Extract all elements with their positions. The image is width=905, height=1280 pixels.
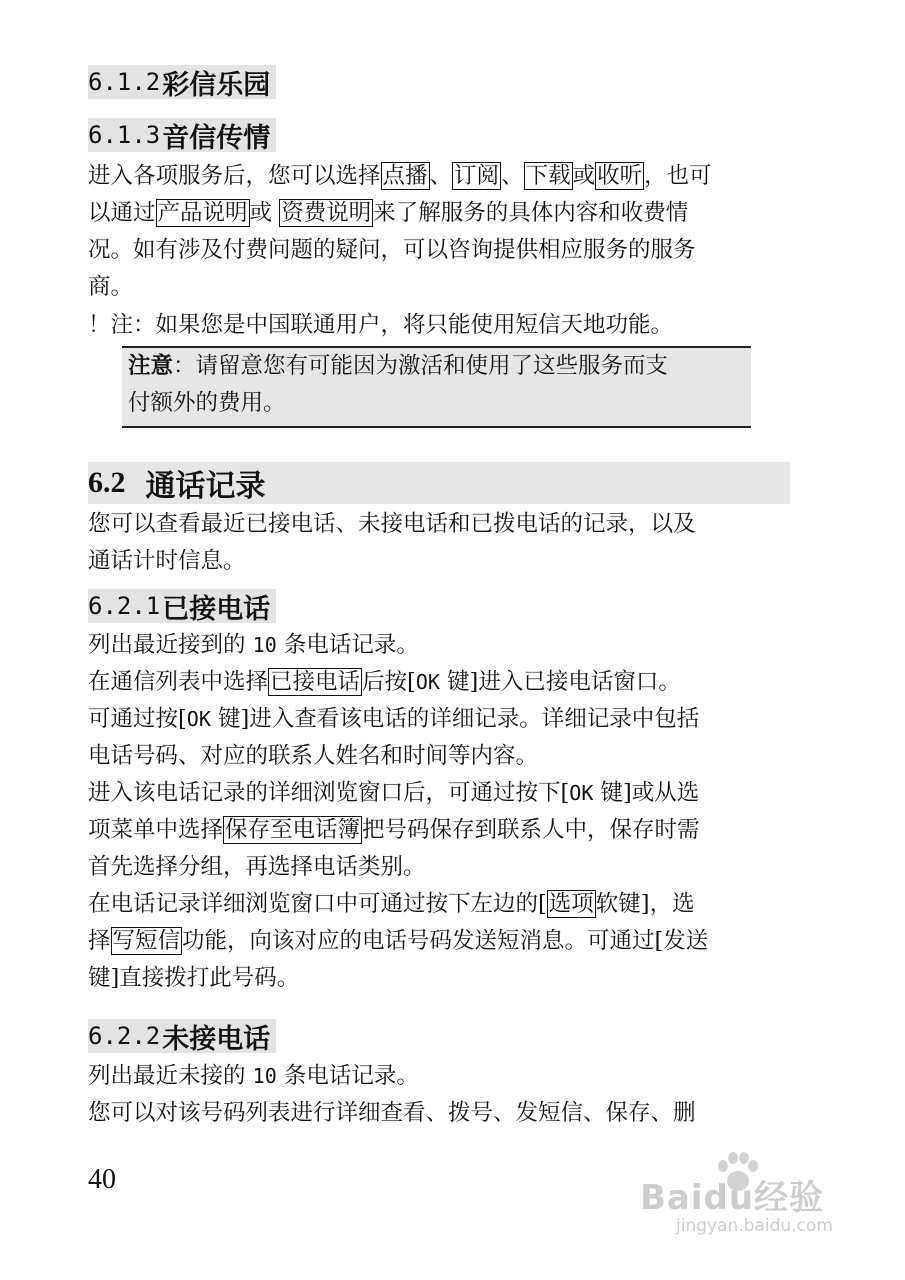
boxed-term-options: 选项 bbox=[548, 891, 594, 917]
text-line bbox=[128, 348, 745, 385]
boxed-term-shouting: 收听 bbox=[597, 163, 643, 189]
section-heading-6-2 bbox=[88, 462, 790, 504]
text-line bbox=[88, 886, 788, 923]
section-heading-6-2-1 bbox=[88, 589, 276, 623]
text-line bbox=[88, 627, 788, 664]
baidu-watermark bbox=[640, 1152, 860, 1244]
text: 以通过 bbox=[88, 200, 156, 226]
text: 、 bbox=[429, 163, 453, 189]
text: 进入该电话记录的详细浏览窗口后，可通过按下[ bbox=[88, 780, 570, 806]
text: 、 bbox=[501, 163, 524, 189]
paragraph-6-2-1 bbox=[88, 627, 788, 997]
section-number: 6.2.2 bbox=[88, 1022, 161, 1050]
section-title: 彩信乐园 bbox=[162, 69, 271, 101]
text-line bbox=[88, 701, 788, 738]
text: 来了解服务的具体内容和收费情 bbox=[373, 200, 689, 226]
text-line: 况。如有涉及付费问题的疑问，可以咨询提供相应服务的服务 bbox=[88, 237, 696, 263]
text: ：请留意您有可能因为激活和使用了这些服务而支 bbox=[173, 353, 669, 379]
text-line: 您可以查看最近已接电话、未接电话和已拨电话的记录，以及 bbox=[88, 511, 696, 537]
text: 后按[ bbox=[362, 669, 416, 695]
section-title: 通话记录 bbox=[145, 469, 266, 504]
text: 条电话记录。 bbox=[276, 632, 419, 658]
text: 或 bbox=[249, 200, 280, 226]
text: 列出最近未接的 bbox=[88, 1063, 253, 1089]
text-line bbox=[88, 775, 788, 812]
ok-key-label: OK bbox=[569, 781, 594, 805]
boxed-term-dingyue: 订阅 bbox=[454, 163, 500, 189]
paragraph-6-2 bbox=[88, 506, 788, 580]
section-heading-6-1-2 bbox=[88, 65, 276, 99]
boxed-term-save-to-phonebook: 保存至电话簿 bbox=[225, 817, 361, 843]
text-line: 首先选择分组，再选择电话类别。 bbox=[88, 854, 426, 880]
text: 在通信列表中选择 bbox=[88, 669, 269, 695]
text: 功能，向该对应的电话号码发送短消息。可通过[发送 bbox=[182, 928, 709, 954]
text: 条电话记录。 bbox=[276, 1063, 419, 1089]
text: 列出最近接到的 bbox=[88, 632, 253, 658]
text-line: 付额外的费用。 bbox=[128, 390, 286, 416]
paragraph-6-2-2 bbox=[88, 1058, 788, 1132]
text: 项菜单中选择 bbox=[88, 817, 224, 843]
boxed-term-dianbo: 点播 bbox=[382, 163, 428, 189]
text-line bbox=[88, 195, 788, 232]
text: 进入各项服务后，您可以选择 bbox=[88, 163, 381, 189]
section-title: 已接电话 bbox=[162, 593, 271, 625]
watermark-url: jingyan.baidu.com bbox=[676, 1216, 833, 1236]
section-title: 未接电话 bbox=[162, 1023, 271, 1055]
attention-label: 注意 bbox=[128, 353, 174, 379]
boxed-term-xiazai: 下载 bbox=[525, 163, 571, 189]
text: 择 bbox=[88, 928, 111, 954]
section-heading-6-2-2 bbox=[88, 1019, 276, 1053]
boxed-term-write-sms: 写短信 bbox=[112, 928, 181, 954]
text-line bbox=[88, 923, 788, 960]
section-heading-6-1-3 bbox=[88, 118, 276, 152]
paragraph-6-1-3 bbox=[88, 158, 788, 306]
text-line: 您可以对该号码列表进行详细查看、拨号、发短信、保存、删 bbox=[88, 1100, 696, 1126]
text: 软键]，选 bbox=[595, 891, 695, 917]
note-line bbox=[88, 307, 788, 344]
text: 键]进入已接电话窗口。 bbox=[439, 669, 681, 695]
text-line bbox=[88, 158, 788, 195]
text-line bbox=[88, 664, 788, 701]
note-text: ！注：如果您是中国联通用户，将只能使用短信天地功能。 bbox=[88, 312, 674, 338]
text-line: 商。 bbox=[88, 274, 134, 300]
text-line: 电话号码、对应的联系人姓名和时间等内容。 bbox=[88, 743, 539, 769]
text-line bbox=[88, 812, 788, 849]
text-line: 通话计时信息。 bbox=[88, 548, 246, 574]
boxed-term-product-info: 产品说明 bbox=[157, 200, 248, 226]
text: 或 bbox=[572, 163, 596, 189]
section-number: 6.2.1 bbox=[88, 592, 161, 620]
section-number: 6.1.3 bbox=[88, 121, 161, 149]
section-title: 音信传情 bbox=[162, 122, 271, 154]
text: 把号码保存到联系人中，保存时需 bbox=[362, 817, 700, 843]
ok-key-label: OK bbox=[186, 707, 211, 731]
text: 键]进入查看该电话的详细记录。详细记录中包括 bbox=[210, 706, 700, 732]
section-number: 6.2 bbox=[88, 466, 126, 499]
boxed-term-fee-info: 资费说明 bbox=[281, 200, 372, 226]
text: 可通过按[ bbox=[88, 706, 187, 732]
text: 键]或从选 bbox=[593, 780, 700, 806]
attention-box bbox=[122, 346, 751, 428]
page-number: 40 bbox=[88, 1164, 116, 1195]
count-value: 10 bbox=[252, 633, 277, 657]
boxed-term-received-calls: 已接电话 bbox=[270, 669, 361, 695]
text: 在电话记录详细浏览窗口中可通过按下左边的[ bbox=[88, 891, 547, 917]
watermark-brand: Baidu经验 bbox=[640, 1178, 825, 1218]
text-line bbox=[88, 1058, 788, 1095]
count-value: 10 bbox=[252, 1064, 277, 1088]
text: ，也可 bbox=[644, 163, 712, 189]
text-line: 键]直接拨打此号码。 bbox=[88, 965, 300, 991]
section-number: 6.1.2 bbox=[88, 68, 161, 96]
ok-key-label: OK bbox=[415, 670, 440, 694]
